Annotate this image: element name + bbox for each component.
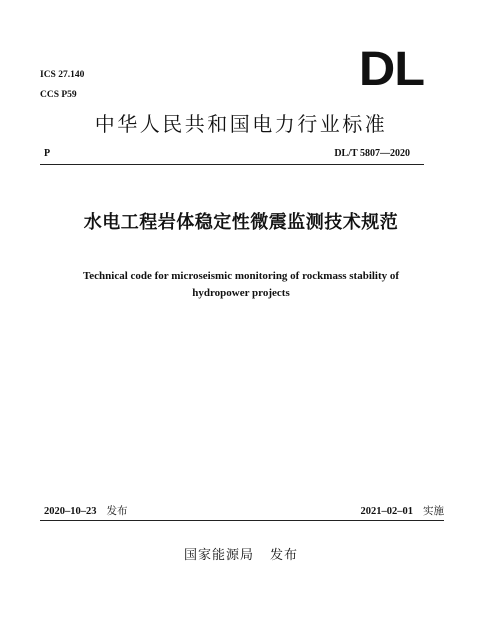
header-divider xyxy=(40,164,424,165)
implementation-date: 2021–02–01 xyxy=(360,506,413,517)
publisher-label: 发布 xyxy=(270,548,299,563)
issue-date-block xyxy=(44,503,128,518)
footer-divider xyxy=(40,520,444,521)
issue-date: 2020–10–23 xyxy=(44,506,97,517)
issue-label: 发布 xyxy=(106,505,128,517)
category-code: P xyxy=(44,148,51,159)
publisher-name: 国家能源局 xyxy=(183,548,254,563)
document-title-english xyxy=(40,268,442,302)
ics-code: ICS 27.140 xyxy=(40,70,85,80)
implementation-label: 实施 xyxy=(423,505,444,517)
ccs-code: CCS P59 xyxy=(40,90,77,100)
document-title-chinese: 水电工程岩体稳定性微震监测技术规范 xyxy=(83,212,399,233)
publisher-line xyxy=(0,544,482,563)
implementation-date-block xyxy=(361,503,445,518)
standard-number: DL/T 5807—2020 xyxy=(334,148,410,159)
industry-standard-title: 中华人民共和国电力行业标准 xyxy=(94,112,388,136)
title-en-line-1: Technical code for microseismic monitoring of rockmass stability of xyxy=(82,270,400,282)
dl-logo: DL xyxy=(358,43,424,96)
title-en-line-2: hydropower projects xyxy=(192,287,290,299)
